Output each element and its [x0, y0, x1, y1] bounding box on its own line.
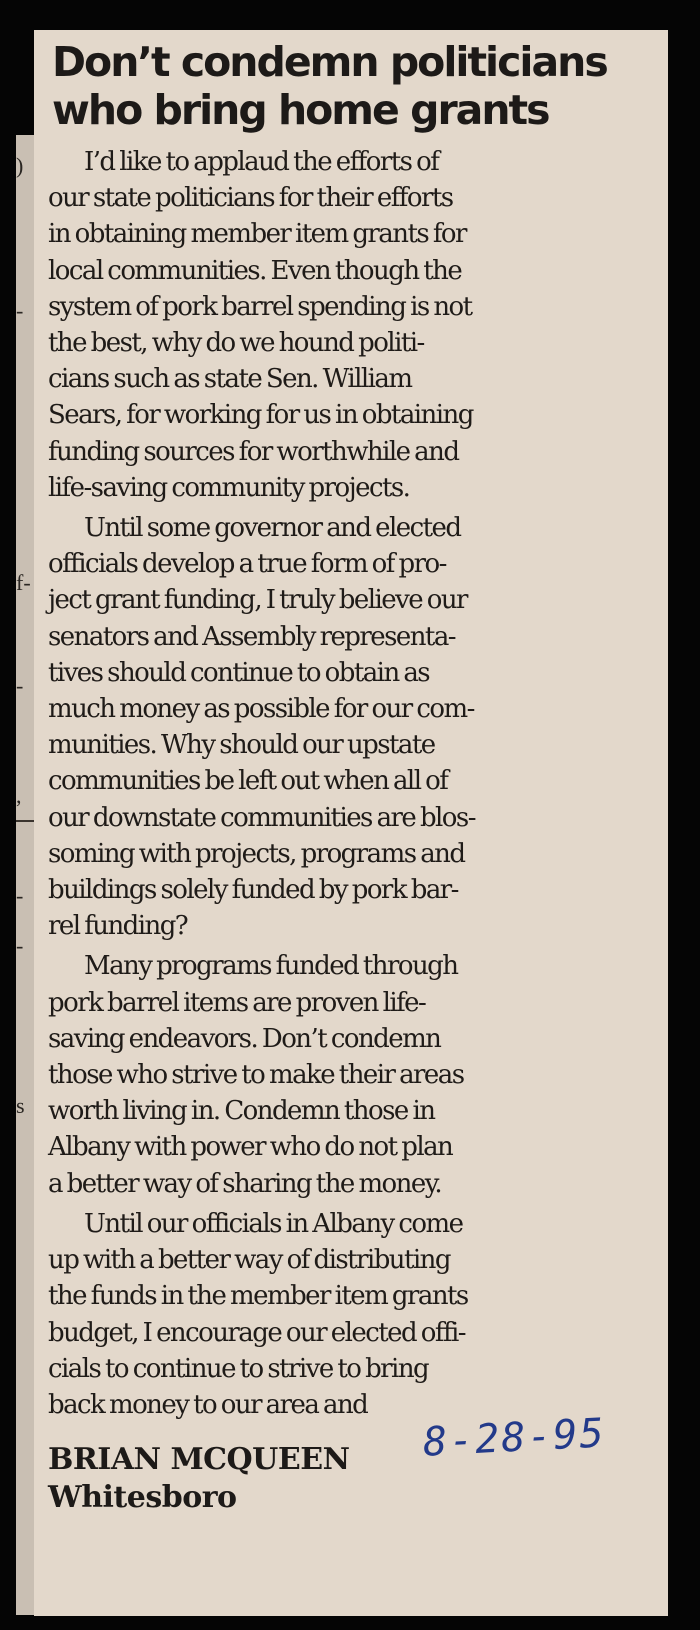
text-line: funding sources for worthwhile and — [48, 436, 459, 467]
text-line: soming with projects, programs and — [48, 838, 465, 869]
text-line: up with a better way of distributing — [48, 1245, 450, 1276]
headline — [52, 38, 654, 134]
text-line: rel funding? — [48, 911, 188, 942]
adjacent-mark: - — [16, 673, 24, 698]
text-line: ject grant funding, I truly believe our — [48, 585, 467, 616]
text-line: pork barrel items are proven life- — [48, 987, 426, 1018]
adjacent-mark: - — [16, 883, 24, 908]
paragraph — [48, 144, 654, 506]
text-line: worth living in. Condemn those in — [48, 1096, 435, 1127]
text-line: Albany with power who do not plan — [48, 1132, 453, 1163]
text-line: cians such as state Sen. William — [48, 364, 412, 395]
text-line: Sears, for working for us in obtaining — [48, 400, 473, 431]
letter-clipping — [34, 30, 668, 1616]
handwritten-date: 8-28-95 — [421, 1410, 607, 1466]
text-line: I’d like to applaud the efforts of — [84, 147, 439, 177]
adjacent-mark: ) — [16, 153, 24, 178]
author-town: Whitesboro — [48, 1480, 237, 1516]
text-line: back money to our area and — [48, 1389, 368, 1420]
paragraph — [48, 510, 654, 944]
text-line: the funds in the member item grants — [48, 1281, 468, 1312]
text-line: our state politicians for their efforts — [48, 183, 453, 214]
text-line: officials develop a true form of pro- — [48, 549, 446, 580]
text-line: in obtaining member item grants for — [48, 219, 466, 250]
adjacent-mark: , — [16, 783, 22, 808]
text-line: local communities. Even though the — [48, 255, 462, 286]
text-line: cials to continue to strive to bring — [48, 1353, 429, 1384]
headline-line: who bring home grants — [52, 86, 549, 134]
text-line: those who strive to make their areas — [48, 1060, 464, 1091]
signature-block — [48, 1410, 654, 1517]
text-line: Until our officials in Albany come — [84, 1208, 463, 1239]
text-line: Until some governor and elected — [84, 513, 461, 544]
text-line: saving endeavors. Don’t condemn — [48, 1023, 441, 1054]
text-line: budget, I encourage our elected offi- — [48, 1317, 466, 1348]
text-line: our downstate communities are blos- — [48, 802, 475, 833]
adjacent-mark: - — [16, 298, 24, 323]
text-line: buildings solely funded by pork bar- — [48, 875, 458, 906]
text-line: system of pork barrel spending is not — [48, 291, 472, 322]
text-line: life-saving community projects. — [48, 472, 410, 503]
adjacent-mark: f- — [16, 570, 31, 595]
text-line: Many programs funded through — [84, 951, 458, 982]
author-name: BRIAN MCQUEEN — [48, 1442, 350, 1478]
letter-body — [48, 144, 654, 1423]
text-line: much money as possible for our com- — [48, 694, 474, 725]
adjacent-mark: - — [16, 933, 24, 958]
text-line: communities be left out when all of — [48, 766, 448, 797]
text-line: tives should continue to obtain as — [48, 657, 430, 688]
text-line: the best, why do we hound politi- — [48, 328, 424, 359]
headline-line: Don’t condemn politicians — [52, 38, 607, 86]
text-line: munities. Why should our upstate — [48, 730, 435, 761]
text-line: senators and Assembly representa- — [48, 621, 456, 652]
adjacent-mark: s — [16, 1093, 25, 1118]
paragraph — [48, 1206, 654, 1423]
text-line: a better way of sharing the money. — [48, 1168, 442, 1199]
paragraph — [48, 948, 654, 1201]
